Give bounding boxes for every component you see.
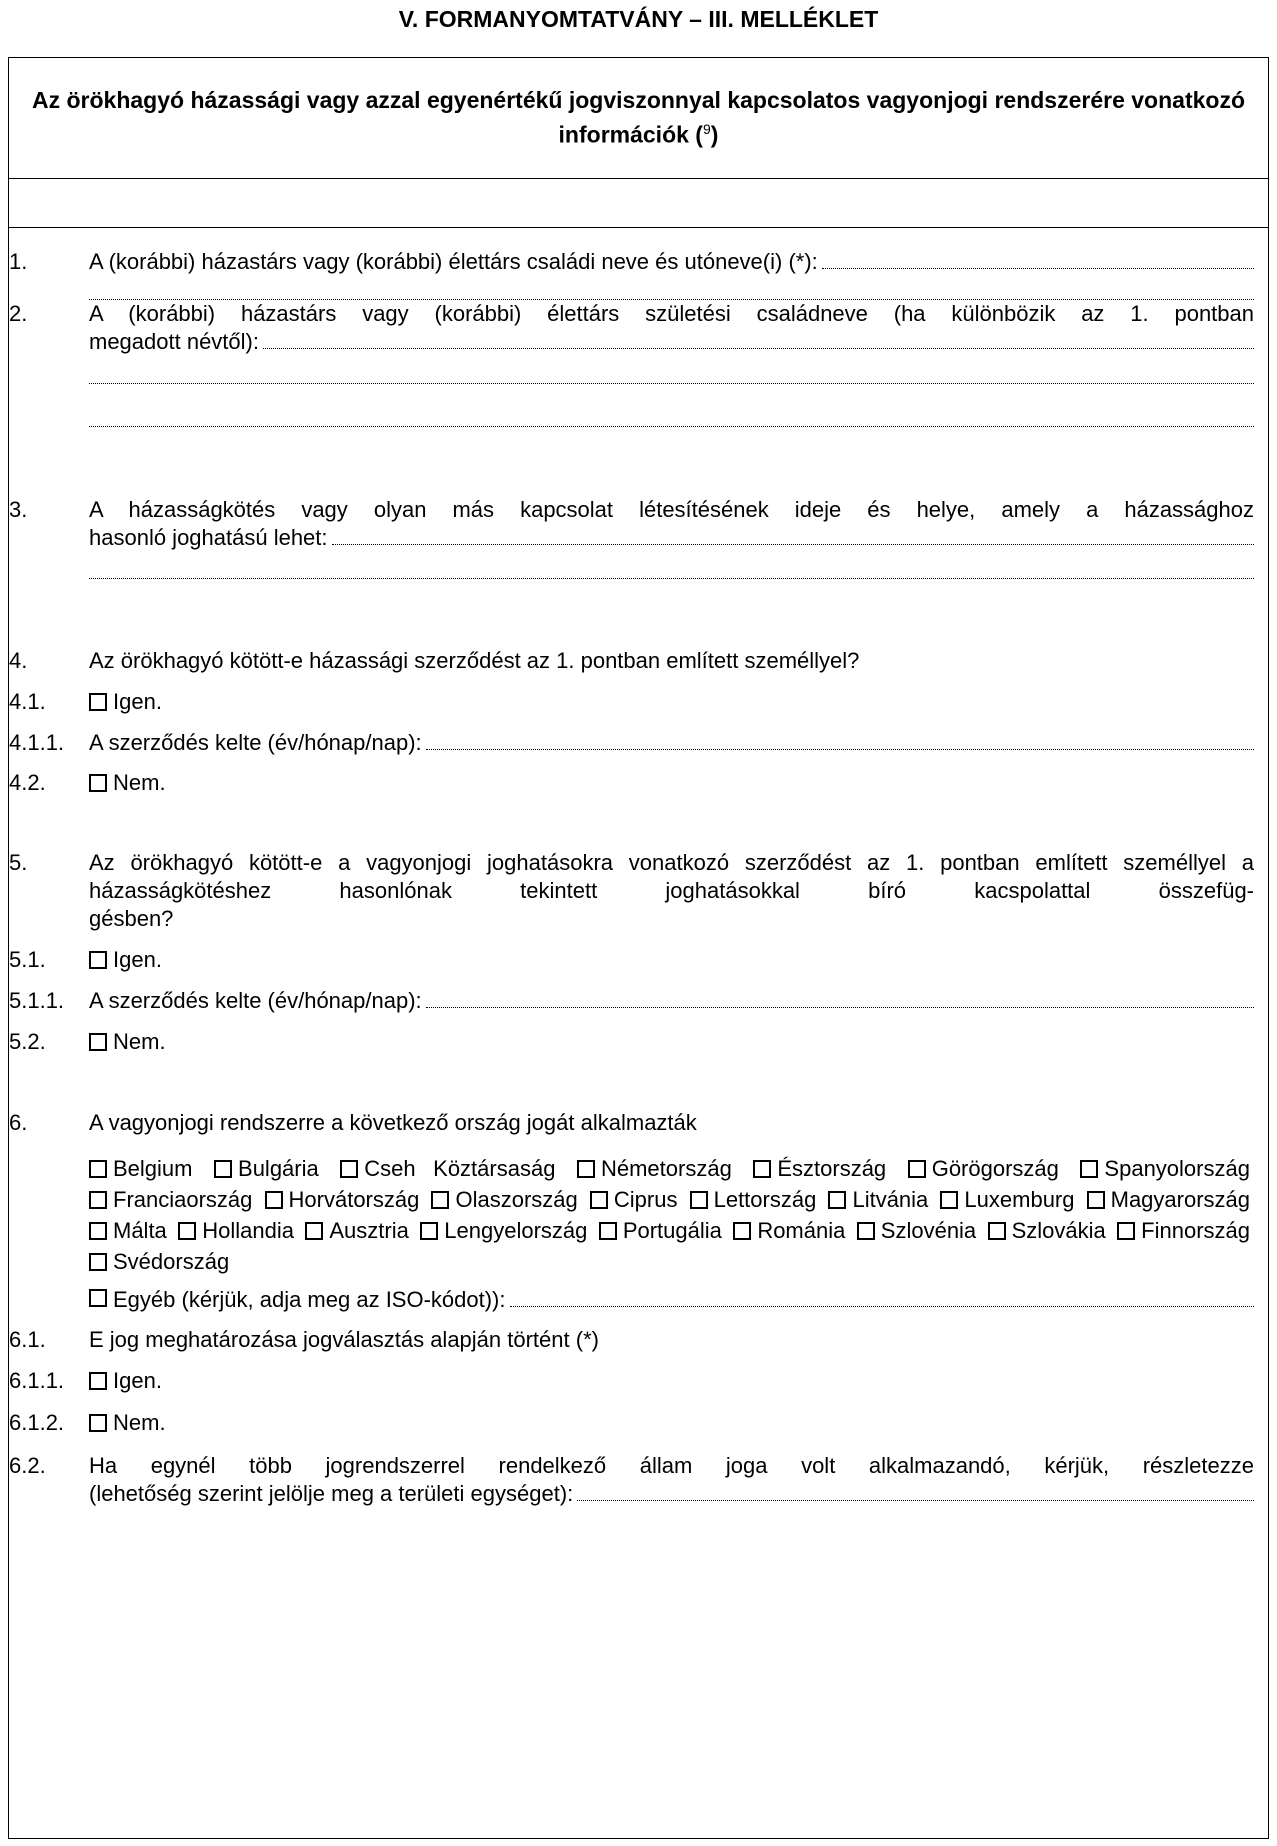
q5-number: 5. [9, 850, 28, 875]
country-option[interactable] [828, 1187, 928, 1212]
country-label: Cseh Köztársaság [364, 1156, 556, 1181]
footnote-ref: 9 [702, 121, 711, 138]
q5-date-label: A szerződés kelte (év/hónap/nap): [89, 988, 422, 1013]
country-checkbox[interactable] [178, 1222, 196, 1240]
q2-field[interactable] [263, 335, 1254, 349]
country-label: Belgium [113, 1156, 193, 1181]
q6-2-label-cont: (lehetőség szerint jelölje meg a területi egységet): [89, 1481, 574, 1506]
q6-2-number: 6.2. [9, 1453, 46, 1478]
country-checkbox[interactable] [908, 1160, 926, 1178]
q4-yes-label: Igen. [113, 689, 162, 714]
q3-label-cont: hasonló joghatású lehet: [89, 525, 328, 550]
country-checkbox[interactable] [89, 1160, 107, 1178]
q4-date-field[interactable] [426, 736, 1254, 750]
country-checkbox[interactable] [1117, 1222, 1135, 1240]
form-header: Az örökhagyó házassági vagy azzal egyenértékű jogviszonnyal kapcsolatos vagyonjogi rendszerére vonatkozó információk ($^9$) [8, 57, 1269, 179]
country-option[interactable] [420, 1218, 587, 1243]
country-checkbox[interactable] [599, 1222, 617, 1240]
country-option[interactable] [265, 1187, 420, 1212]
q6-2-field[interactable] [577, 1487, 1254, 1501]
q4-date-label: A szerződés kelte (év/hónap/nap): [89, 730, 422, 755]
q6-1-label: E jog meghatározása jogválasztás alapján történt (*) [89, 1327, 599, 1352]
country-checkbox[interactable] [305, 1222, 323, 1240]
q6-1-1-number: 6.1.1. [9, 1368, 65, 1393]
q6-yes-checkbox[interactable] [89, 1372, 107, 1390]
country-option[interactable] [599, 1218, 722, 1243]
q5-2-number: 5.2. [9, 1029, 46, 1054]
country-label: Franciaország [113, 1187, 253, 1212]
other-country-checkbox[interactable] [89, 1289, 107, 1307]
country-list [89, 1153, 1254, 1277]
q4-1-1-number: 4.1.1. [9, 730, 65, 755]
country-option[interactable] [857, 1218, 976, 1243]
country-checkbox[interactable] [828, 1191, 846, 1209]
form-body [8, 227, 1269, 1839]
other-country-label: Egyéb (kérjük, adja meg az ISO-kódot)): [113, 1287, 506, 1312]
q5-no-checkbox[interactable] [89, 1033, 107, 1051]
q3-field-line2[interactable] [89, 565, 1254, 579]
country-label: Lengyelország [444, 1218, 588, 1243]
country-option[interactable] [577, 1156, 732, 1181]
q4-label: Az örökhagyó kötött-e házassági szerződést az 1. pontban említett személlyel? [89, 648, 860, 673]
country-option[interactable] [89, 1249, 229, 1274]
q6-number: 6. [9, 1110, 28, 1135]
country-label: Szlovénia [880, 1218, 977, 1243]
q4-number: 4. [9, 648, 28, 673]
country-checkbox[interactable] [89, 1191, 107, 1209]
country-checkbox[interactable] [420, 1222, 438, 1240]
q4-no-checkbox[interactable] [89, 774, 107, 792]
country-option[interactable] [590, 1187, 678, 1212]
country-option[interactable] [1087, 1187, 1250, 1212]
country-checkbox[interactable] [690, 1191, 708, 1209]
country-checkbox[interactable] [1080, 1160, 1098, 1178]
q3-number: 3. [9, 497, 28, 522]
q6-yes-label: Igen. [113, 1368, 162, 1393]
country-option[interactable] [340, 1156, 555, 1181]
country-option[interactable] [89, 1218, 167, 1243]
other-country-field[interactable] [510, 1293, 1255, 1307]
country-checkbox[interactable] [857, 1222, 875, 1240]
empty-header-row [8, 178, 1269, 228]
country-label: Portugália [622, 1218, 722, 1243]
country-label: Svédország [113, 1249, 230, 1274]
country-checkbox[interactable] [753, 1160, 771, 1178]
q5-date-field[interactable] [426, 994, 1254, 1008]
country-checkbox[interactable] [265, 1191, 283, 1209]
country-checkbox[interactable] [340, 1160, 358, 1178]
country-option[interactable] [305, 1218, 408, 1243]
q6-1-number: 6.1. [9, 1327, 46, 1352]
country-checkbox[interactable] [89, 1253, 107, 1271]
q1-label: A (korábbi) házastárs vagy (korábbi) élettárs családi neve és utóneve(i) (*): [89, 249, 818, 274]
q5-label: Az örökhagyó kötött-e a vagyonjogi joghatásokra vonatkozó szerződést az 1. pontban említett személlyel a házasságkötéshez hasonlónak tekintett joghatásokkal bíró kacspolattal összefüg- [89, 850, 1254, 903]
country-label: Németország [600, 1156, 732, 1181]
q6-no-label: Nem. [113, 1410, 166, 1435]
country-option[interactable] [89, 1187, 252, 1212]
country-checkbox[interactable] [940, 1191, 958, 1209]
q4-2-number: 4.2. [9, 770, 46, 795]
q1-field-line2[interactable] [89, 286, 1254, 300]
country-option[interactable] [733, 1218, 845, 1243]
page-title: V. FORMANYOMTATVÁNY – III. MELLÉKLET [398, 6, 879, 32]
country-option[interactable] [214, 1156, 319, 1181]
q1-field[interactable] [822, 255, 1254, 269]
country-label: Szlovákia [1011, 1218, 1106, 1243]
country-option[interactable] [1080, 1156, 1250, 1181]
q2-field-line3[interactable] [89, 413, 1254, 427]
q6-label: A vagyonjogi rendszerre a következő ország jogát alkalmazták [89, 1110, 697, 1135]
q2-label: A (korábbi) házastárs vagy (korábbi) élettárs születési családneve (ha különbözik az 1. pontban [89, 301, 1254, 326]
country-checkbox[interactable] [431, 1191, 449, 1209]
country-label: Horvátország [288, 1187, 420, 1212]
q5-no-label: Nem. [113, 1029, 166, 1054]
country-label: Spanyolország [1104, 1156, 1250, 1181]
country-checkbox[interactable] [988, 1222, 1006, 1240]
country-option[interactable] [908, 1156, 1059, 1181]
country-label: Ausztria [329, 1218, 409, 1243]
q3-label: A házasságkötés vagy olyan más kapcsolat létesítésének ideje és helye, amely a házassághoz [89, 497, 1254, 522]
q5-1-1-number: 5.1.1. [9, 988, 65, 1013]
country-checkbox[interactable] [733, 1222, 751, 1240]
q5-label-cont: gésben? [89, 906, 174, 931]
country-label: Magyarország [1110, 1187, 1251, 1212]
q5-yes-checkbox[interactable] [89, 951, 107, 969]
q3-field[interactable] [332, 531, 1254, 545]
country-option[interactable] [690, 1187, 817, 1212]
country-label: Észtország [777, 1156, 887, 1181]
q1-number: 1. [9, 249, 28, 274]
q4-no-label: Nem. [113, 770, 166, 795]
country-checkbox[interactable] [1087, 1191, 1105, 1209]
header-title: Az örökhagyó házassági vagy azzal egyenértékű jogviszonnyal kapcsolatos vagyonjogi rendszerére vonatkozó információk [31, 87, 1245, 148]
country-checkbox[interactable] [577, 1160, 595, 1178]
country-option[interactable] [431, 1187, 577, 1212]
country-option[interactable] [753, 1156, 886, 1181]
country-label: Litvánia [852, 1187, 929, 1212]
country-option[interactable] [1117, 1218, 1250, 1243]
country-option[interactable] [178, 1218, 294, 1243]
country-checkbox[interactable] [214, 1160, 232, 1178]
q5-yes-label: Igen. [113, 947, 162, 972]
country-checkbox[interactable] [590, 1191, 608, 1209]
q4-1-number: 4.1. [9, 689, 46, 714]
country-checkbox[interactable] [89, 1222, 107, 1240]
country-label: Olaszország [455, 1187, 578, 1212]
q2-field-line2[interactable] [89, 370, 1254, 384]
country-label: Bulgária [238, 1156, 319, 1181]
q6-no-checkbox[interactable] [89, 1414, 107, 1432]
q6-2-label: Ha egynél több jogrendszerrel rendelkező állam joga volt alkalmazandó, kérjük, részletezze [89, 1453, 1254, 1478]
country-label: Luxemburg [964, 1187, 1075, 1212]
q6-1-2-number: 6.1.2. [9, 1410, 65, 1435]
country-option[interactable] [89, 1156, 192, 1181]
country-option[interactable] [940, 1187, 1074, 1212]
country-label: Lettország [713, 1187, 817, 1212]
country-label: Málta [113, 1218, 167, 1243]
country-label: Görögország [931, 1156, 1059, 1181]
country-label: Románia [757, 1218, 846, 1243]
country-label: Finnország [1141, 1218, 1251, 1243]
country-option[interactable] [988, 1218, 1106, 1243]
country-label: Ciprus [613, 1187, 678, 1212]
q2-number: 2. [9, 301, 28, 326]
q5-1-number: 5.1. [9, 947, 46, 972]
q2-label-cont: megadott névtől): [89, 329, 259, 354]
country-label: Hollandia [202, 1218, 294, 1243]
q4-yes-checkbox[interactable] [89, 693, 107, 711]
